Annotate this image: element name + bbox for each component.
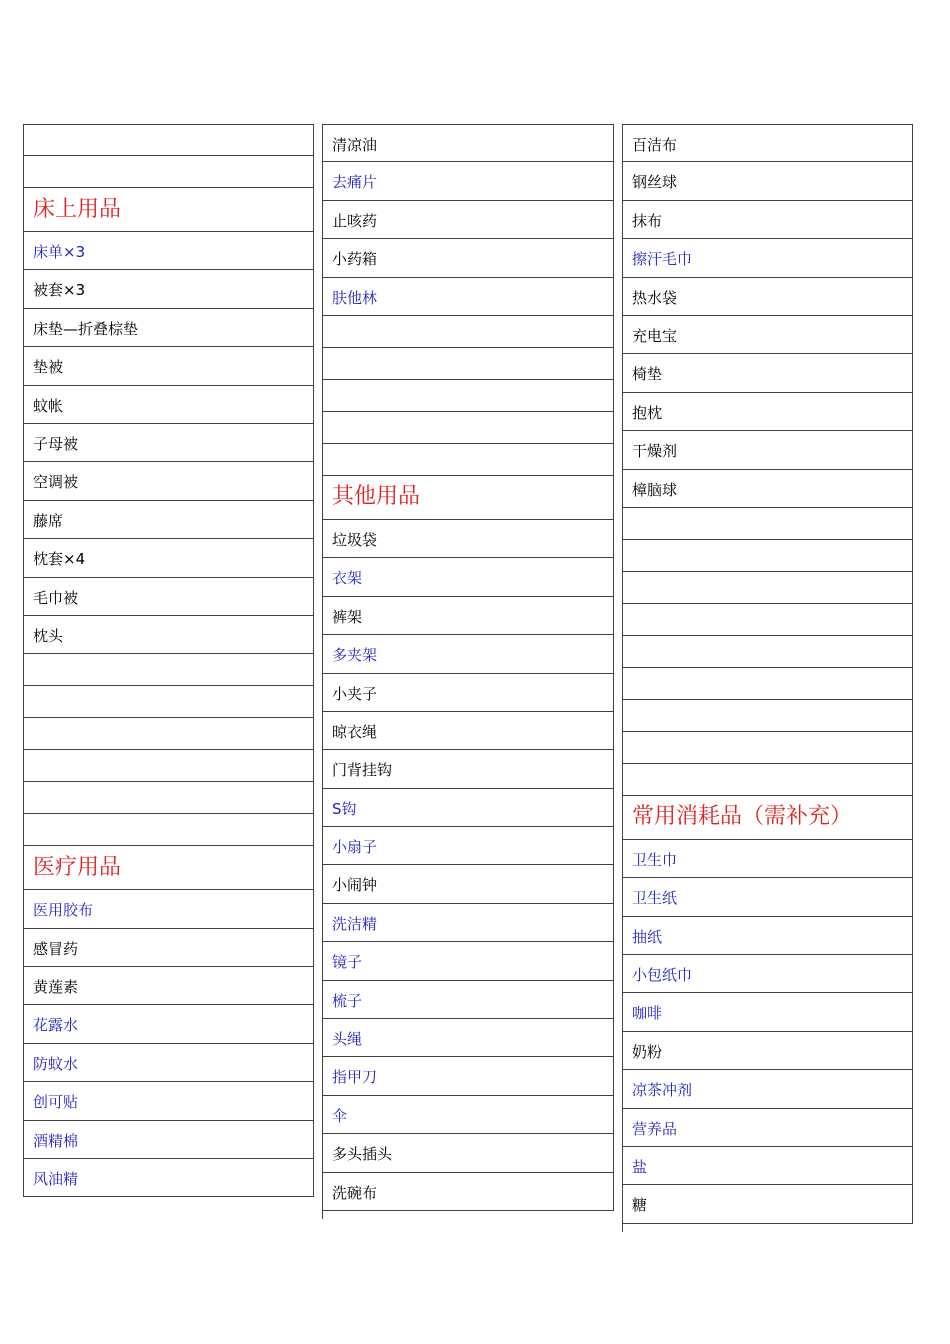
empty-row [23, 750, 314, 782]
empty-row [23, 782, 314, 814]
empty-row [322, 380, 614, 412]
list-item: 去痛片 [322, 162, 614, 200]
list-item: 枕头 [23, 616, 314, 654]
list-item: 感冒药 [23, 929, 314, 967]
list-item: 床垫—折叠棕垫 [23, 309, 314, 347]
list-item: 充电宝 [622, 316, 913, 354]
list-item: 梳子 [322, 981, 614, 1019]
list-item: 抽纸 [622, 917, 913, 955]
empty-row [622, 764, 913, 796]
list-item: 防蚊水 [23, 1044, 314, 1082]
list-item: 花露水 [23, 1005, 314, 1043]
section-heading: 医疗用品 [23, 846, 314, 890]
list-item: 樟脑球 [622, 470, 913, 508]
empty-row [322, 348, 614, 380]
empty-row [622, 668, 913, 700]
column-misc-consumables [622, 124, 913, 1232]
list-item: S钩 [322, 789, 614, 827]
list-item: 头绳 [322, 1019, 614, 1057]
list-item: 清凉油 [322, 124, 614, 162]
section-heading: 其他用品 [322, 476, 614, 520]
empty-row [622, 508, 913, 540]
empty-row [622, 540, 913, 572]
empty-row [23, 686, 314, 718]
section-heading: 床上用品 [23, 188, 314, 232]
list-item: 医用胶布 [23, 890, 314, 928]
list-item: 糖 [622, 1185, 913, 1223]
empty-row [622, 572, 913, 604]
list-item: 风油精 [23, 1159, 314, 1197]
list-item: 黄莲素 [23, 967, 314, 1005]
list-item: 椅垫 [622, 354, 913, 392]
list-item: 小药箱 [322, 239, 614, 277]
list-item: 小扇子 [322, 827, 614, 865]
list-item: 蚊帐 [23, 386, 314, 424]
list-item: 子母被 [23, 424, 314, 462]
list-item: 肤他林 [322, 278, 614, 316]
list-item: 多头插头 [322, 1134, 614, 1172]
section-heading: 常用消耗品（需补充） [622, 796, 913, 840]
list-item: 多夹架 [322, 635, 614, 673]
list-item: 酒精棉 [23, 1121, 314, 1159]
list-item: 营养品 [622, 1109, 913, 1147]
list-item: 热水袋 [622, 278, 913, 316]
list-item: 凉茶冲剂 [622, 1070, 913, 1108]
list-item: 空调被 [23, 462, 314, 500]
list-item: 晾衣绳 [322, 712, 614, 750]
list-item: 钢丝球 [622, 162, 913, 200]
list-item: 垃圾袋 [322, 520, 614, 558]
list-item: 垫被 [23, 347, 314, 385]
empty-row [23, 814, 314, 846]
list-item: 奶粉 [622, 1032, 913, 1070]
list-item: 卫生巾 [622, 840, 913, 878]
list-item: 床单×3 [23, 232, 314, 270]
list-item: 干燥剂 [622, 431, 913, 469]
list-item: 洗碗布 [322, 1173, 614, 1211]
empty-row [23, 156, 314, 188]
column-bedding-medical [23, 124, 314, 1197]
list-item: 裤架 [322, 597, 614, 635]
list-item: 擦汗毛巾 [622, 239, 913, 277]
empty-row [322, 316, 614, 348]
list-item: 洗洁精 [322, 904, 614, 942]
list-item: 小包纸巾 [622, 955, 913, 993]
list-item: 指甲刀 [322, 1057, 614, 1095]
list-item: 门背挂钩 [322, 750, 614, 788]
empty-row [622, 732, 913, 764]
empty-row [23, 718, 314, 750]
list-item: 咖啡 [622, 993, 913, 1031]
list-item: 小闹钟 [322, 865, 614, 903]
table-edge [622, 1224, 623, 1232]
list-item: 被套×3 [23, 270, 314, 308]
empty-row [622, 700, 913, 732]
list-item: 抹布 [622, 201, 913, 239]
list-item: 枕套×4 [23, 539, 314, 577]
list-item: 抱枕 [622, 393, 913, 431]
list-item: 小夹子 [322, 674, 614, 712]
empty-row [322, 412, 614, 444]
table-edge [322, 1211, 323, 1219]
empty-row [23, 654, 314, 686]
list-item: 盐 [622, 1147, 913, 1185]
empty-row [622, 604, 913, 636]
list-item: 伞 [322, 1096, 614, 1134]
empty-row [622, 636, 913, 668]
empty-row [322, 444, 614, 476]
list-item: 止咳药 [322, 201, 614, 239]
list-item: 衣架 [322, 558, 614, 596]
list-item: 藤席 [23, 501, 314, 539]
column-medical-other [322, 124, 614, 1219]
list-item: 百洁布 [622, 124, 913, 162]
list-item: 镜子 [322, 942, 614, 980]
empty-row [23, 124, 314, 156]
list-item: 卫生纸 [622, 878, 913, 916]
list-item: 毛巾被 [23, 578, 314, 616]
list-item: 创可贴 [23, 1082, 314, 1120]
